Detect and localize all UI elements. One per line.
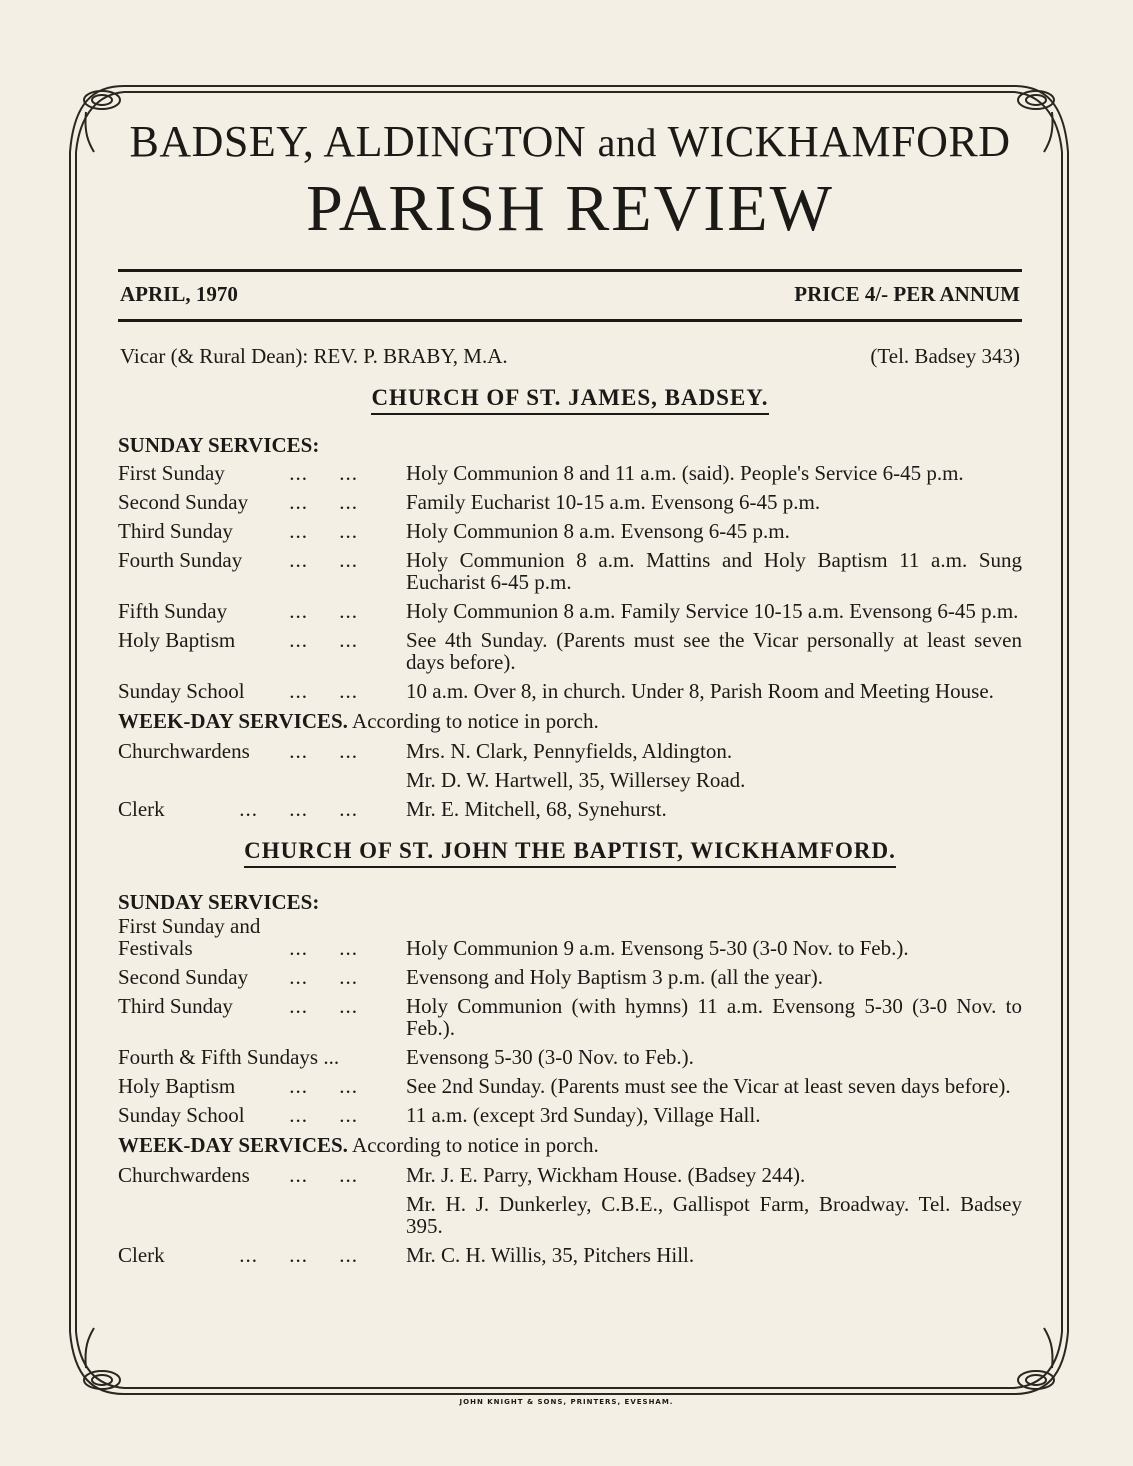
vicar-row bbox=[118, 344, 1022, 369]
list-item bbox=[118, 740, 1022, 762]
list-item-label-text: Churchwardens bbox=[118, 739, 250, 763]
issue-price: PRICE 4/- PER ANNUM bbox=[794, 282, 1020, 306]
list-item-text: Holy Communion 9 a.m. Evensong 5-30 (3-0 Nov. to Feb.). bbox=[406, 936, 909, 960]
leader-dots: ... ... bbox=[289, 490, 358, 514]
list-item-text: Mr. J. E. Parry, Wickham House. (Badsey 244). bbox=[406, 1163, 806, 1187]
list-item-label bbox=[118, 520, 358, 542]
wickhamford-first-label-line bbox=[118, 915, 1022, 937]
list-item bbox=[118, 549, 1022, 593]
leader-dots: ... ... bbox=[289, 936, 358, 960]
masthead-and: and bbox=[597, 120, 657, 165]
leader-dots: ... ... bbox=[289, 519, 358, 543]
leader-dots: ... ... bbox=[289, 1163, 358, 1187]
list-item-label-text: Clerk bbox=[118, 1243, 165, 1267]
list-item-text: Holy Communion (with hymns) 11 a.m. Evensong 5-30 (3-0 Nov. to Feb.). bbox=[406, 994, 1022, 1040]
list-item-label bbox=[118, 1244, 358, 1266]
list-item-label bbox=[118, 995, 358, 1039]
wickhamford-weekday-label: WEEK-DAY SERVICES. bbox=[118, 1133, 348, 1157]
list-item-label bbox=[118, 491, 358, 513]
masthead-title: PARISH REVIEW bbox=[306, 172, 834, 245]
leader-dots: ... ... bbox=[289, 739, 358, 763]
list-item-label bbox=[118, 937, 358, 959]
leader-dots: ... ... ... bbox=[239, 797, 358, 821]
issue-date: APRIL, 1970 bbox=[120, 282, 238, 306]
list-item-label-text: Second Sunday bbox=[118, 490, 249, 514]
list-item bbox=[118, 1075, 1022, 1097]
badsey-services-list bbox=[118, 462, 1022, 702]
list-item bbox=[118, 1104, 1022, 1126]
list-item-label bbox=[118, 680, 358, 702]
list-item-text: Mrs. N. Clark, Pennyfields, Aldington. bbox=[406, 739, 733, 763]
wickhamford-sunday-heading: SUNDAY SERVICES: bbox=[118, 890, 320, 914]
list-item-label-text: Festivals bbox=[118, 936, 193, 960]
list-item-text: See 2nd Sunday. (Parents must see the Vicar at least seven days before). bbox=[406, 1074, 1011, 1098]
badsey-weekday-label: WEEK-DAY SERVICES. bbox=[118, 709, 348, 733]
leader-dots: ... ... ... bbox=[239, 1243, 358, 1267]
list-item bbox=[118, 1193, 1022, 1237]
leader-dots: ... ... bbox=[289, 965, 358, 989]
list-item-label bbox=[118, 1164, 358, 1186]
wickhamford-weekday-line bbox=[118, 1133, 1022, 1158]
list-item-label-text: Churchwardens bbox=[118, 1163, 250, 1187]
badsey-officers-list bbox=[118, 740, 1022, 820]
list-item-label bbox=[118, 1046, 358, 1068]
list-item-label-text: Clerk bbox=[118, 797, 165, 821]
list-item-label-text: Fifth Sunday bbox=[118, 599, 228, 623]
list-item bbox=[118, 798, 1022, 820]
list-item-label-text: Sunday School bbox=[118, 679, 245, 703]
list-item bbox=[118, 1244, 1022, 1266]
list-item-text: Holy Communion 8 a.m. Family Service 10-15 a.m. Evensong 6-45 p.m. bbox=[406, 599, 1019, 623]
list-item-label bbox=[118, 769, 358, 791]
list-item-label bbox=[118, 549, 358, 593]
list-item-label: First Sunday and bbox=[118, 914, 261, 938]
list-item-label bbox=[118, 966, 358, 988]
list-item bbox=[118, 600, 1022, 622]
leader-dots: ... ... bbox=[289, 1074, 358, 1098]
list-item bbox=[118, 937, 1022, 959]
masthead-parishes-b: WICKHAMFORD bbox=[667, 117, 1011, 166]
masthead-parishes bbox=[118, 116, 1022, 169]
list-item-label bbox=[118, 629, 358, 673]
list-item-label bbox=[118, 1075, 358, 1097]
list-item-text: See 4th Sunday. (Parents must see the Vicar personally at least seven days before). bbox=[406, 628, 1022, 674]
list-item bbox=[118, 462, 1022, 484]
list-item bbox=[118, 769, 1022, 791]
list-item bbox=[118, 520, 1022, 542]
list-item bbox=[118, 1046, 1022, 1068]
vicar-name: Vicar (& Rural Dean): REV. P. BRABY, M.A. bbox=[120, 344, 508, 368]
wickhamford-officers-list bbox=[118, 1164, 1022, 1266]
list-item bbox=[118, 491, 1022, 513]
list-item-label bbox=[118, 1104, 358, 1126]
leader-dots: ... ... bbox=[289, 461, 358, 485]
list-item-label-text: Third Sunday bbox=[118, 519, 233, 543]
list-item bbox=[118, 629, 1022, 673]
list-item-text: Holy Communion 8 and 11 a.m. (said). People's Service 6-45 p.m. bbox=[406, 461, 964, 485]
badsey-weekday-text: According to notice in porch. bbox=[347, 709, 599, 733]
list-item-label-text: Holy Baptism bbox=[118, 628, 236, 652]
list-item-text: 10 a.m. Over 8, in church. Under 8, Parish Room and Meeting House. bbox=[406, 679, 994, 703]
page-content bbox=[118, 108, 1022, 1273]
list-item-label bbox=[118, 1193, 358, 1237]
list-item-label bbox=[118, 798, 358, 820]
leader-dots: ... ... bbox=[289, 994, 358, 1018]
badsey-weekday-line bbox=[118, 709, 1022, 734]
list-item-text: Holy Communion 8 a.m. Mattins and Holy Baptism 11 a.m. Sung Eucharist 6-45 p.m. bbox=[406, 548, 1022, 594]
leader-dots: ... ... bbox=[289, 679, 358, 703]
list-item-label-text: Third Sunday bbox=[118, 994, 233, 1018]
list-item-label bbox=[118, 740, 358, 762]
badsey-heading: CHURCH OF ST. JAMES, BADSEY. bbox=[371, 385, 768, 415]
list-item-text: Holy Communion 8 a.m. Evensong 6-45 p.m. bbox=[406, 519, 790, 543]
list-item-text: Mr. E. Mitchell, 68, Synehurst. bbox=[406, 797, 667, 821]
printer-credit: JOHN KNIGHT & SONS, PRINTERS, EVESHAM. bbox=[459, 1398, 674, 1406]
list-item-text: Mr. H. J. Dunkerley, C.B.E., Gallispot Farm, Broadway. Tel. Badsey 395. bbox=[406, 1192, 1022, 1238]
wickhamford-heading: CHURCH OF ST. JOHN THE BAPTIST, WICKHAMFORD. bbox=[244, 838, 896, 868]
list-item bbox=[118, 966, 1022, 988]
list-item bbox=[118, 680, 1022, 702]
leader-dots: ... ... bbox=[289, 628, 358, 652]
wickhamford-services-list bbox=[118, 937, 1022, 1126]
list-item-label-text: Fourth Sunday bbox=[118, 548, 243, 572]
list-item-text: Mr. D. W. Hartwell, 35, Willersey Road. bbox=[406, 768, 746, 792]
leader-dots: ... ... bbox=[289, 1103, 358, 1127]
list-item-label-text: Holy Baptism bbox=[118, 1074, 236, 1098]
list-item-text: Evensong and Holy Baptism 3 p.m. (all the year). bbox=[406, 965, 823, 989]
divider bbox=[118, 319, 1022, 322]
list-item bbox=[118, 995, 1022, 1039]
list-item-text: Mr. C. H. Willis, 35, Pitchers Hill. bbox=[406, 1243, 695, 1267]
leader-dots: ... ... bbox=[289, 599, 358, 623]
list-item-label-text: First Sunday bbox=[118, 461, 225, 485]
badsey-sunday-heading: SUNDAY SERVICES: bbox=[118, 433, 320, 457]
list-item-label-text: Fourth & Fifth Sundays ... bbox=[118, 1045, 340, 1069]
list-item-label bbox=[118, 462, 358, 484]
masthead-parishes-a: BADSEY, ALDINGTON bbox=[129, 117, 587, 166]
list-item-label-text: Second Sunday bbox=[118, 965, 249, 989]
vicar-tel: (Tel. Badsey 343) bbox=[870, 344, 1020, 368]
list-item-text: 11 a.m. (except 3rd Sunday), Village Hall. bbox=[406, 1103, 761, 1127]
list-item bbox=[118, 1164, 1022, 1186]
list-item-text: Evensong 5-30 (3-0 Nov. to Feb.). bbox=[406, 1045, 694, 1069]
list-item-label-text: Sunday School bbox=[118, 1103, 245, 1127]
issue-row bbox=[118, 272, 1022, 319]
leader-dots: ... ... bbox=[289, 548, 358, 572]
wickhamford-weekday-text: According to notice in porch. bbox=[347, 1133, 599, 1157]
list-item-label bbox=[118, 600, 358, 622]
list-item-text: Family Eucharist 10-15 a.m. Evensong 6-45 p.m. bbox=[406, 490, 821, 514]
